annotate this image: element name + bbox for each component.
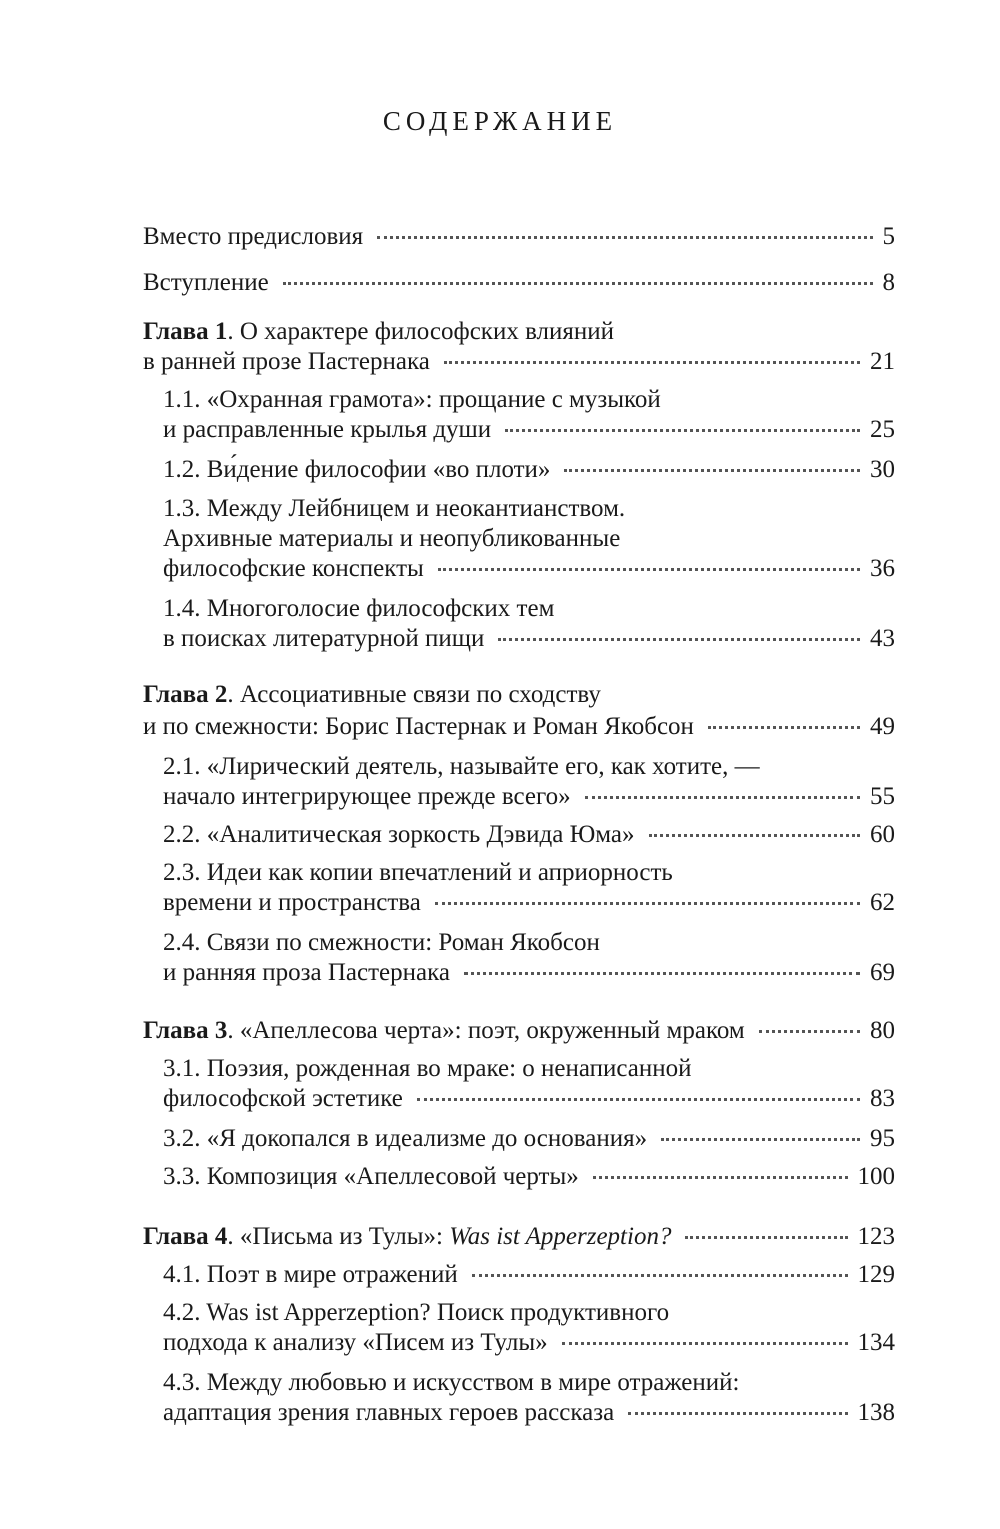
toc-entry-title: в ранней прозе Пастернака [143, 348, 430, 375]
page-number: 25 [870, 416, 895, 443]
toc-chapter-2-line-2[interactable] [143, 712, 895, 742]
toc-entry-title: . «Письма из Тулы»: [227, 1223, 450, 1250]
toc-chapter-2-line-1[interactable] [143, 680, 895, 710]
toc-chapter-1-line-2[interactable] [143, 347, 895, 377]
dot-leader [649, 834, 860, 837]
toc-entry-title: и ранняя проза Пастернака [163, 959, 450, 986]
toc-entry-foreword[interactable] [143, 222, 895, 252]
page-number: 5 [882, 223, 895, 250]
dot-leader [562, 1342, 848, 1345]
toc-section-1-1-line-1[interactable] [163, 385, 895, 415]
toc-section-4-3-line-2[interactable] [163, 1398, 895, 1428]
page-number: 134 [857, 1329, 895, 1356]
dot-leader [708, 726, 860, 729]
toc-entry-title: в поисках литературной пищи [163, 625, 485, 652]
dot-leader [661, 1138, 860, 1141]
dot-leader [593, 1176, 848, 1179]
toc-entry-title: 1.1. «Охранная грамота»: прощание с музыкой [163, 386, 661, 413]
dot-leader [505, 429, 860, 432]
toc-section-2-3-line-1[interactable] [163, 858, 895, 888]
toc-entry-title: 3.3. Композиция «Апеллесовой черты» [163, 1163, 579, 1190]
toc-section-1-3-line-2[interactable] [163, 524, 895, 554]
dot-leader [585, 796, 860, 799]
toc-section-4-1[interactable] [163, 1260, 895, 1290]
toc-entry-title: философские конспекты [163, 555, 424, 582]
page-number: 36 [870, 555, 895, 582]
dot-leader [498, 638, 860, 641]
toc-entry-title: 2.3. Идеи как копии впечатлений и априорность [163, 859, 673, 886]
dot-leader [472, 1274, 848, 1277]
toc-entry-title: . Ассоциативные связи по сходству [227, 681, 601, 708]
toc-section-2-4-line-1[interactable] [163, 928, 895, 958]
toc-entry-title: 4.1. Поэт в мире отражений [163, 1261, 458, 1288]
toc-section-4-2-line-2[interactable] [163, 1328, 895, 1358]
toc-section-3-1-line-1[interactable] [163, 1054, 895, 1084]
toc-entry-title: 1.3. Между Лейбницем и неокантианством. [163, 495, 626, 522]
page-number: 80 [870, 1017, 895, 1044]
toc-entry-title: начало интегрирующее прежде всего» [163, 783, 571, 810]
toc-entry-title: Вступление [143, 269, 269, 296]
page-number: 55 [870, 783, 895, 810]
page-number: 49 [870, 713, 895, 740]
page-number: 30 [870, 456, 895, 483]
toc-entry-title: времени и пространства [163, 889, 421, 916]
toc-section-1-2[interactable] [163, 455, 895, 485]
dot-leader [435, 902, 860, 905]
toc-section-2-2[interactable] [163, 820, 895, 850]
toc-entry-title: 1.4. Многоголосие философских тем [163, 595, 555, 622]
dot-leader [438, 568, 860, 571]
toc-entry-title: Вместо предисловия [143, 223, 364, 250]
page-number: 60 [870, 821, 895, 848]
toc-section-1-1-line-2[interactable] [163, 415, 895, 445]
page-number: 69 [870, 959, 895, 986]
toc-section-2-4-line-2[interactable] [163, 958, 895, 988]
toc-section-3-1-line-2[interactable] [163, 1084, 895, 1114]
toc-entry-introduction[interactable] [143, 268, 895, 298]
dot-leader [685, 1236, 847, 1239]
toc-entry-title: 1.2. Ви́дение философии «во плоти» [163, 456, 551, 483]
toc-section-1-4-line-2[interactable] [163, 624, 895, 654]
page-number: 138 [857, 1399, 895, 1426]
toc-section-1-4-line-1[interactable] [163, 594, 895, 624]
toc-entry-title: . «Апеллесова черта»: поэт, окруженный мраком [227, 1017, 745, 1044]
chapter-label: Глава 3 [143, 1017, 228, 1044]
toc-entry-title: 4.2. Was ist Apperzeption? Поиск продуктивного [163, 1299, 670, 1326]
toc-section-2-1-line-2[interactable] [163, 782, 895, 812]
toc-entry-title: Архивные материалы и неопубликованные [163, 525, 621, 552]
toc-section-4-2-line-1[interactable] [163, 1298, 895, 1328]
page-title: СОДЕРЖАНИЕ [382, 106, 618, 136]
toc-entry-title: 3.1. Поэзия, рожденная во мраке: о ненаписанной [163, 1055, 692, 1082]
chapter-label: Глава 4 [143, 1223, 228, 1250]
toc-section-1-3-line-3[interactable] [163, 554, 895, 584]
chapter-label: Глава 1 [143, 318, 228, 345]
toc-entry-title: философской эстетике [163, 1085, 403, 1112]
chapter-label: Глава 2 [143, 681, 228, 708]
page-number: 21 [870, 348, 895, 375]
toc-chapter-4[interactable] [143, 1222, 895, 1252]
toc-entry-title: 4.3. Между любовью и искусством в мире отражений: [163, 1369, 740, 1396]
toc-entry-title: и расправленные крылья души [163, 416, 492, 443]
toc-entry-title-italic: Was ist Apperzeption? [449, 1223, 672, 1250]
dot-leader [464, 972, 860, 975]
toc-entry-title: подхода к анализу «Писем из Тулы» [163, 1329, 548, 1356]
toc-entry-title: . О характере философских влияний [227, 318, 615, 345]
page-number: 83 [870, 1085, 895, 1112]
page-number: 62 [870, 889, 895, 916]
page-number: 8 [882, 269, 895, 296]
toc-entry-title: и по смежности: Борис Пастернак и Роман Якобсон [143, 713, 694, 740]
dot-leader [759, 1030, 860, 1033]
toc-section-4-3-line-1[interactable] [163, 1368, 895, 1398]
toc-section-2-1-line-1[interactable] [163, 752, 895, 782]
toc-entry-title: 2.4. Связи по смежности: Роман Якобсон [163, 929, 600, 956]
toc-entry-title: адаптация зрения главных героев рассказа [163, 1399, 615, 1426]
dot-leader [417, 1098, 860, 1101]
page-number: 100 [857, 1163, 895, 1190]
toc-chapter-1-line-1[interactable] [143, 317, 895, 347]
dot-leader [628, 1412, 847, 1415]
dot-leader [444, 361, 860, 364]
toc-entry-title: 3.2. «Я докопался в идеализме до основания» [163, 1125, 648, 1152]
toc-entry-title: 2.1. «Лирический деятель, называйте его, как хотите, — [163, 753, 760, 780]
toc-section-1-3-line-1[interactable] [163, 494, 895, 524]
dot-leader [377, 236, 872, 239]
toc-section-3-3[interactable] [163, 1162, 895, 1192]
toc-entry-title: 2.2. «Аналитическая зоркость Дэвида Юма» [163, 821, 635, 848]
toc-chapter-3[interactable] [143, 1016, 895, 1046]
page-number: 95 [870, 1125, 895, 1152]
toc-section-3-2[interactable] [163, 1124, 895, 1154]
toc-section-2-3-line-2[interactable] [163, 888, 895, 918]
dot-leader [283, 282, 873, 285]
page-number: 123 [857, 1223, 895, 1250]
page-number: 43 [870, 625, 895, 652]
dot-leader [564, 469, 860, 472]
page-number: 129 [857, 1261, 895, 1288]
